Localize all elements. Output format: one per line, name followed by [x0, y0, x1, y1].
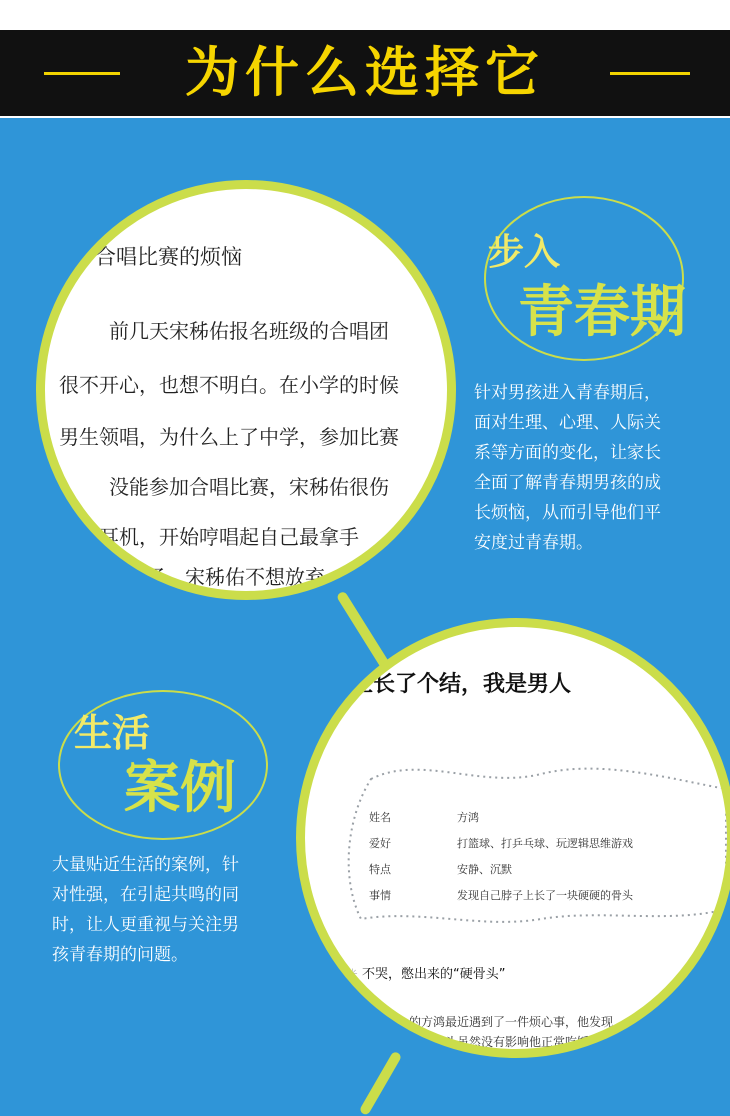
profile-label: 特点 [369, 861, 391, 877]
feature-description [474, 378, 661, 558]
badge-big-title: 青春期 [518, 268, 686, 348]
badge-small-title: 步入 [488, 224, 560, 275]
profile-value: 安静、沉默 [457, 861, 512, 877]
badge-big-title: 案例 [124, 744, 236, 824]
magnifier-lens-book-excerpt [36, 180, 456, 600]
excerpt-line: 戴上耳机，开始哼唱起自己最拿手 [59, 521, 359, 550]
description-line: 大量贴近生活的案例，针 [52, 850, 239, 880]
description-line: 系等方面的变化，让家长 [474, 438, 661, 468]
profile-label: 爱好 [369, 835, 391, 851]
case-subheading [347, 963, 506, 982]
description-line: 安度过青春期。 [474, 528, 661, 558]
magnifier-handle [359, 1051, 403, 1116]
excerpt-line: 没能参加合唱比赛，宋秭佑很伤 [109, 471, 389, 500]
profile-value: 方鸿 [457, 809, 479, 825]
description-line: 孩青春期的问题。 [52, 940, 239, 970]
case-paragraph-line: 初一的方鸿最近遇到了一件烦心事，他发现 [385, 1013, 613, 1030]
magnifier-lens-case-study [296, 618, 730, 1058]
excerpt-line: 很不开心，也想不明白。在小学的时候 [59, 369, 399, 398]
profile-value: 打篮球、打乒乓球、玩逻辑思维游戏 [457, 835, 633, 851]
excerpt-title: 合唱比赛的烦恼 [95, 241, 242, 271]
description-line: 全面了解青春期男孩的成 [474, 468, 661, 498]
description-line: 时，让人更重视与关注男 [52, 910, 239, 940]
case-heading: 子上长了个结，我是男人 [329, 667, 571, 698]
description-line: 针对男孩进入青春期后， [474, 378, 661, 408]
profile-value: 发现自己脖子上长了一块硬硬的骨头 [457, 887, 633, 903]
description-line: 对性强，在引起共鸣的同 [52, 880, 239, 910]
case-subheading-text: 不哭，憋出来的“硬骨头” [362, 967, 505, 982]
profile-label: 姓名 [369, 809, 391, 825]
feature-description [52, 850, 239, 970]
description-line: 面对生理、心理、人际关 [474, 408, 661, 438]
excerpt-line: 上去了。宋秭佑不想放弃 [105, 561, 325, 590]
excerpt-line: 前几天宋秭佑报名班级的合唱团 [109, 315, 389, 344]
profile-label: 事情 [369, 887, 391, 903]
badge-small-title: 生活 [74, 702, 150, 757]
page-title: 为什么选择它 [0, 30, 730, 116]
description-line: 长烦恼，从而引导他们平 [474, 498, 661, 528]
snowflake-icon: ✳ [347, 967, 358, 982]
case-paragraph-line: 头虽然没有影响他正常吃饭 [445, 1033, 589, 1050]
header-band [0, 0, 730, 118]
excerpt-line: 男生领唱，为什么上了中学，参加比赛 [59, 421, 399, 450]
